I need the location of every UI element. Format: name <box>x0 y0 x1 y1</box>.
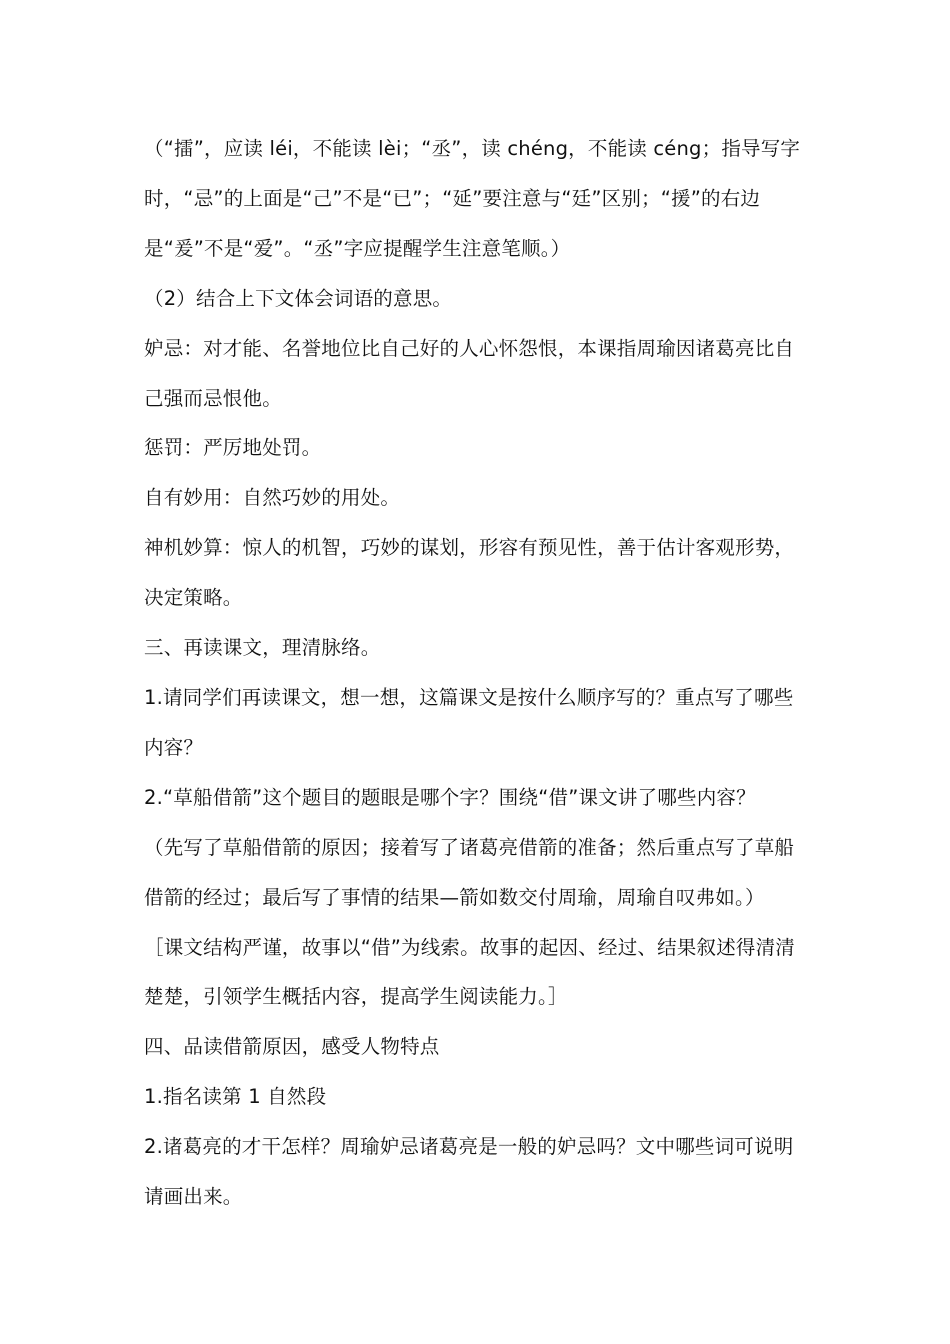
document-body <box>144 124 810 1222</box>
paragraph-pronunciation-notes: （“擂”，应读 léi，不能读 lèi；“丞”，读 chéng，不能读 céng；指导写字时，“忌”的上面是“己”不是“已”；“延”要注意与“廷”区别；“援”的右边是“爰”不是“爱”。“丞”字应提醒学生注意笔顺。） <box>144 137 801 260</box>
paragraph-answer-summary: （先写了草船借箭的原因；接着写了诸葛亮借箭的准备；然后重点写了草船借箭的经过；最后写了事情的结果—箭如数交付周瑜，周瑜自叹弗如。） <box>144 835 795 909</box>
paragraph-teaching-note: ［课文结构严谨，故事以“借”为线索。故事的起因、经过、结果叙述得清清楚楚，引领学生概括内容，提高学生阅读能力。］ <box>144 935 796 1009</box>
paragraph-definition-ziyoumiaoyong: 自有妙用：自然巧妙的用处。 <box>144 486 401 510</box>
paragraph-definition-shenjimiaosuan: 神机妙算：惊人的机智，巧妙的谋划，形容有预见性，善于估计客观形势，决定策略。 <box>144 536 795 610</box>
paragraph-heading-three: 三、再读课文，理清脉络。 <box>144 636 381 660</box>
paragraph-definition-duji: 妒忌：对才能、名誉地位比自己好的人心怀怨恨，本课指周瑜因诸葛亮比自己强而忌恨他。 <box>144 336 795 410</box>
paragraph-question-1: 1.请同学们再读课文，想一想，这篇课文是按什么顺序写的？重点写了哪些内容？ <box>144 685 794 759</box>
paragraph-heading-four: 四、品读借箭原因，感受人物特点 <box>144 1035 440 1059</box>
paragraph-step-2: 2.诸葛亮的才干怎样？周瑜妒忌诸葛亮是一般的妒忌吗？文中哪些词可说明请画出来。 <box>144 1135 794 1209</box>
paragraph-definition-chengfa: 惩罚：严厉地处罚。 <box>144 436 322 460</box>
paragraph-section-2-heading: （2）结合上下文体会词语的意思。 <box>144 286 453 310</box>
paragraph-question-2: 2.“草船借箭”这个题目的题眼是哪个字？围绕“借”课文讲了哪些内容？ <box>144 785 756 809</box>
paragraph-step-1: 1.指名读第 1 自然段 <box>144 1085 327 1109</box>
